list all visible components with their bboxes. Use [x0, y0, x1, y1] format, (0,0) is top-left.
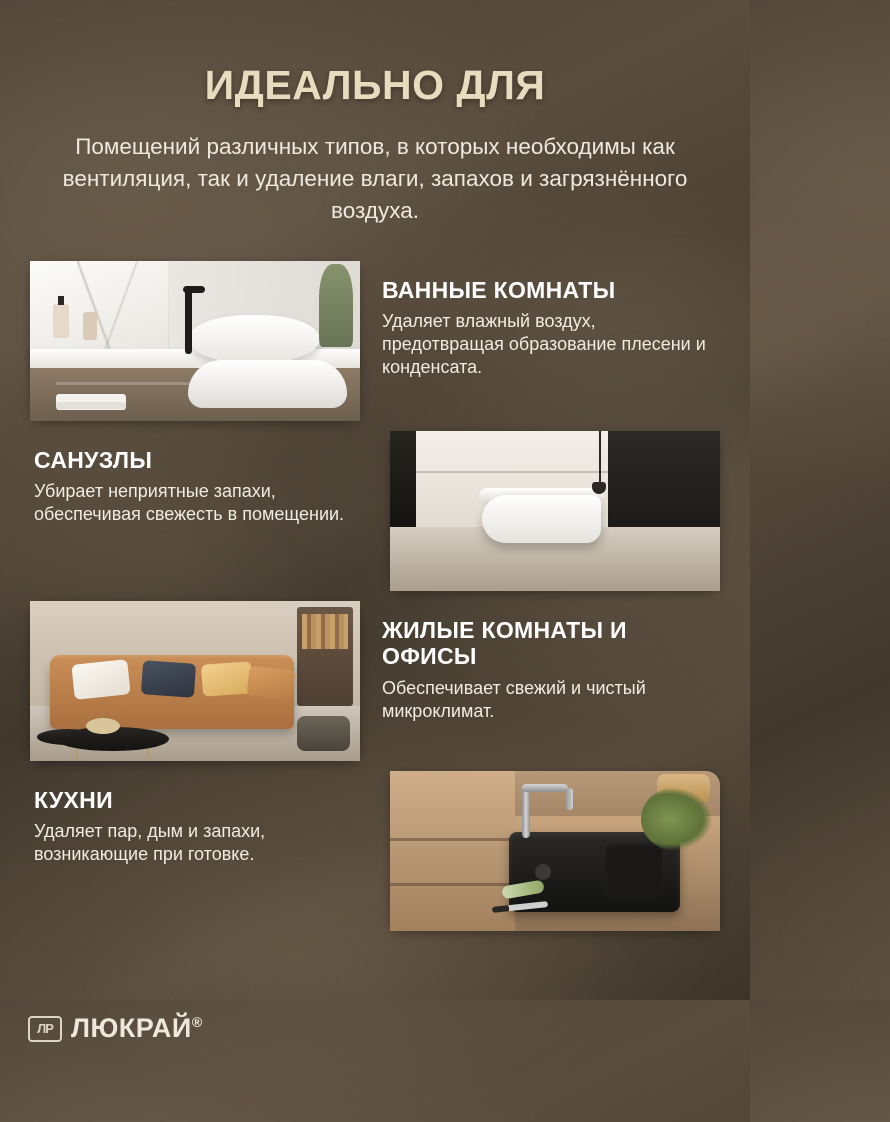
- bathroom-photo: [30, 261, 360, 421]
- living-room-body: Обеспечивает свежий и чистый микроклимат.: [382, 677, 646, 721]
- feature-blocks: [0, 261, 750, 931]
- living-room-photo: [30, 601, 360, 761]
- bathroom-title: ВАННЫЕ КОМНАТЫ: [382, 276, 616, 303]
- page-title: ИДЕАЛЬНО ДЛЯ: [204, 62, 546, 108]
- kitchen-body: Удаляет пар, дым и запахи, возникающие при готовке.: [34, 821, 266, 865]
- kitchen-title: КУХНИ: [34, 786, 113, 813]
- brand-footer: [28, 1013, 203, 1044]
- toilet-title: САНУЗЛЫ: [34, 446, 153, 473]
- page-subtitle: Помещений различных типов, в которых необходимы как вентиляция, так и удаление влаги, запахов и загрязнённого воздуха.: [62, 134, 688, 223]
- living-room-title: ЖИЛЫЕ КОМНАТЫ И ОФИСЫ: [382, 616, 627, 670]
- feature-block-bathrooms: [0, 261, 750, 421]
- bathroom-text: [382, 261, 720, 380]
- toilet-photo: [390, 431, 720, 591]
- brand-logo-icon: [28, 1016, 62, 1042]
- feature-block-toilets: [0, 431, 750, 591]
- brand-name: [71, 1013, 203, 1044]
- brand-logo-mark-text: ЛР: [37, 1021, 53, 1036]
- promo-page: [0, 62, 750, 1062]
- feature-block-living-rooms: [0, 601, 750, 761]
- bathroom-body: Удаляет влажный воздух, предотвращая образование плесени и конденсата.: [382, 311, 706, 378]
- feature-block-kitchens: [0, 771, 750, 931]
- registered-mark: ®: [191, 1014, 203, 1030]
- kitchen-sink-photo: [390, 771, 720, 931]
- toilet-body: Убирает неприятные запахи, обеспечивая свежесть в помещении.: [34, 481, 345, 525]
- brand-name-text: ЛЮКРАЙ: [71, 1013, 192, 1043]
- living-room-text: [382, 601, 720, 723]
- kitchen-text: [30, 771, 368, 867]
- toilet-text: [30, 431, 368, 527]
